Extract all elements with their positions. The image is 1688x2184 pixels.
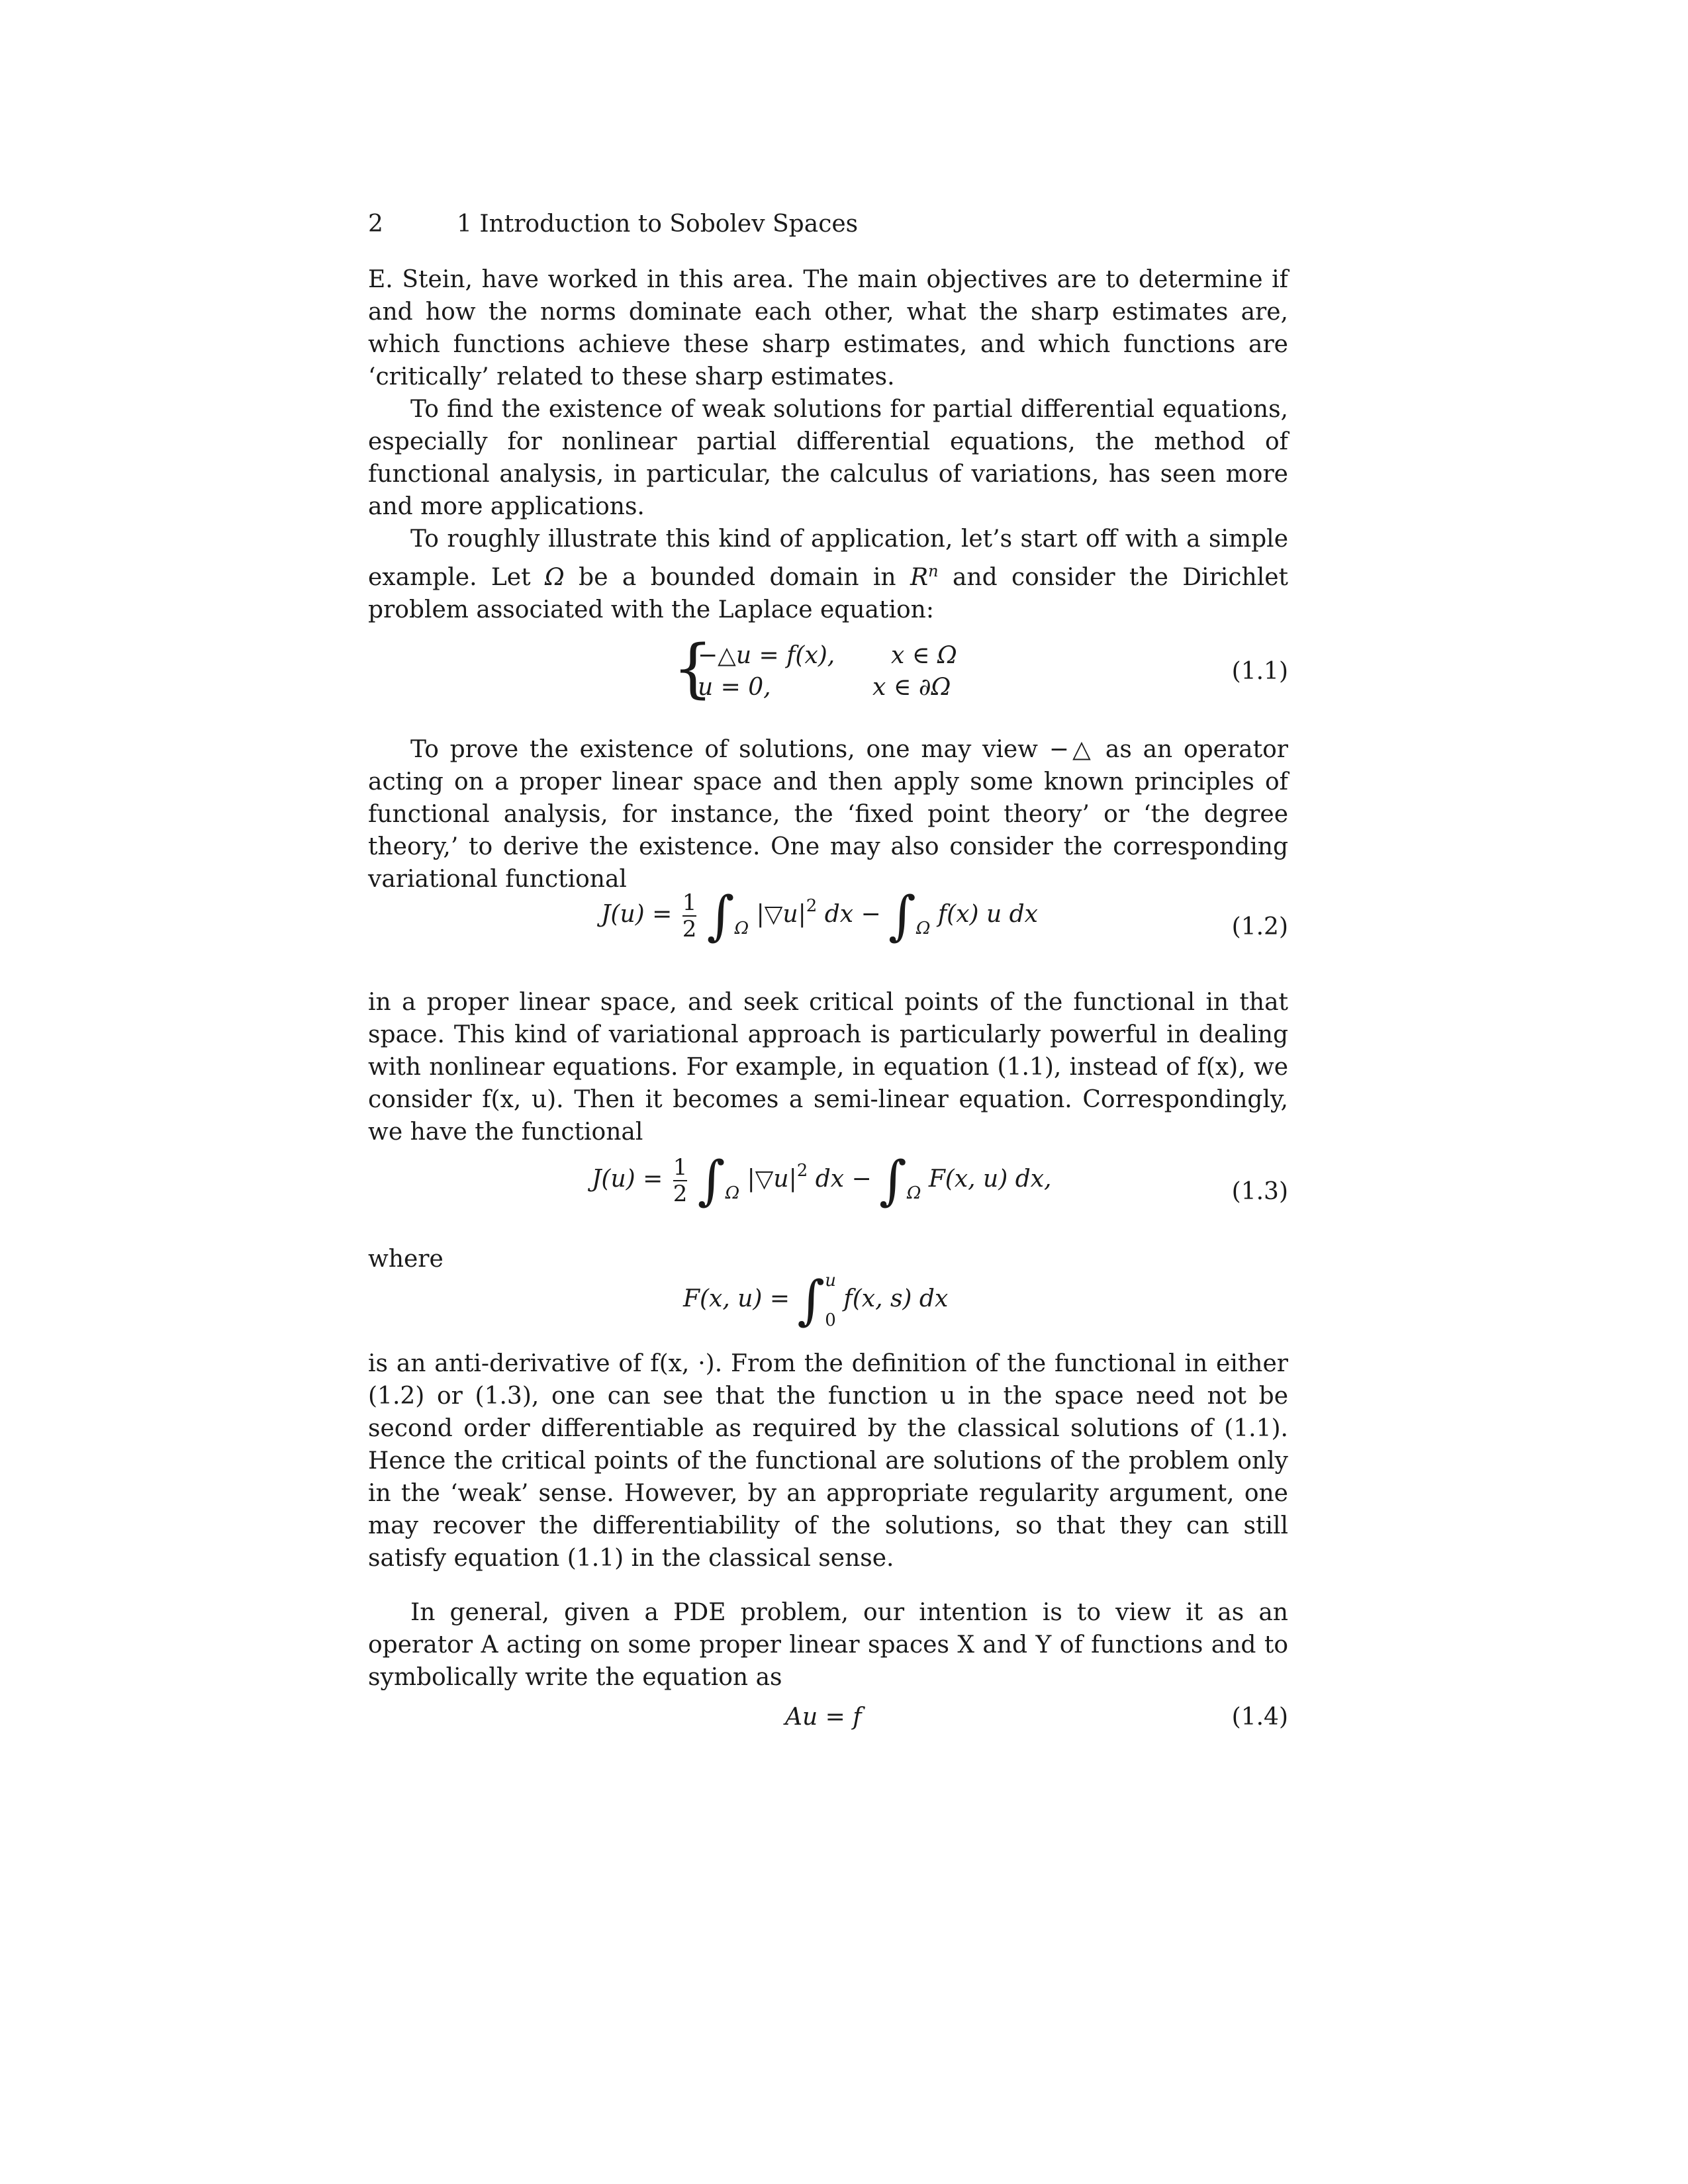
integral-domain: Ω bbox=[725, 1183, 740, 1203]
lower-limit: 0 bbox=[825, 1310, 836, 1330]
equation-brace: { bbox=[673, 631, 714, 705]
real-space-symbol: R bbox=[910, 564, 929, 591]
dx-minus: dx − bbox=[808, 1165, 872, 1193]
antiderivative-term: F(x, u) dx, bbox=[921, 1165, 1052, 1193]
equation-1-2-label: (1.2) bbox=[1231, 913, 1288, 940]
equation-1-3-lhs: J(u) = bbox=[592, 1165, 663, 1193]
paragraph-1: E. Stein, have worked in this area. The main objectives are to determine if and how the norms dominate each other, what the sharp estimates are, which functions achieve these sharp estimates, and which functions are ‘critically’ related to these sharp estimates. bbox=[368, 266, 1288, 390]
integral-domain: Ω bbox=[734, 919, 749, 938]
equation-1-3 bbox=[592, 1150, 1052, 1227]
paragraph-8: In general, given a PDE problem, our intention is to view it as an operator A acting on some proper linear spaces X and Y of functions and to symbolically write the equation as bbox=[368, 1599, 1288, 1691]
equation-1-4: Au = f bbox=[785, 1704, 862, 1731]
equation-1-1-line1-lhs: −△u = f(x), bbox=[698, 642, 835, 669]
integral-domain: Ω bbox=[906, 1183, 921, 1203]
equation-1-3-fraction bbox=[673, 1155, 688, 1206]
fraction-numerator: 1 bbox=[682, 889, 697, 916]
source-term: f(x) u dx bbox=[930, 901, 1038, 928]
equation-1-4-label: (1.4) bbox=[1231, 1704, 1288, 1731]
equation-1-1-line2-rhs: x ∈ ∂Ω bbox=[872, 674, 951, 701]
fraction-denominator: 2 bbox=[673, 1181, 688, 1207]
paragraph-3-text-a: To roughly illustrate this kind of application, let’s start off with a simple example. Let bbox=[368, 525, 1288, 591]
fraction-numerator: 1 bbox=[673, 1154, 688, 1181]
integral-sign: ∫ bbox=[697, 1150, 726, 1211]
integral-sign: ∫ bbox=[706, 885, 735, 946]
integrand: f(x, s) dx bbox=[835, 1285, 949, 1312]
equation-1-1-line2-lhs: u = 0, bbox=[698, 674, 771, 701]
square-exponent: 2 bbox=[806, 896, 818, 916]
gradient-term: |▽u| bbox=[756, 901, 806, 928]
page-number: 2 bbox=[368, 210, 383, 238]
paragraph-4: To prove the existence of solutions, one may view −△ as an operator acting on a proper linear space and then apply some known principles of functional analysis, for instance, the ‘fixed point theory’ or ‘the degree theory,’ to derive the existence. One may also consider the corresponding variational functional bbox=[368, 736, 1288, 893]
integral-sign: ∫ bbox=[797, 1269, 825, 1331]
integral-limits bbox=[825, 1271, 836, 1330]
equation-1-1-label: (1.1) bbox=[1231, 658, 1288, 685]
paragraph-2: To find the existence of weak solutions for partial differential equations, especially for nonlinear partial differential equations, the method of functional analysis, in particular, the calculus of variations, has seen more and more applications. bbox=[368, 396, 1288, 520]
square-exponent: 2 bbox=[796, 1161, 808, 1181]
equation-1-1-line1-rhs: x ∈ Ω bbox=[891, 642, 957, 669]
omega-symbol: Ω bbox=[544, 564, 565, 591]
paragraph-5: in a proper linear space, and seek critical points of the functional in that space. This kind of variational approach is particularly powerful in dealing with nonlinear equations. For example, in equation (1.1), instead of f(x), we consider f(x, u). Then it becomes a semi-linear equation. Correspondingly, we have the functional bbox=[368, 989, 1288, 1146]
paragraph-3-text-b: be a bounded domain in bbox=[564, 564, 910, 591]
upper-limit: u bbox=[825, 1271, 836, 1291]
paragraph-3 bbox=[368, 523, 1288, 626]
equation-1-2-lhs: J(u) = bbox=[601, 901, 673, 928]
paragraph-6: where bbox=[368, 1246, 444, 1273]
equation-1-2-fraction bbox=[682, 890, 697, 942]
paragraph-7: is an anti-derivative of f(x, ·). From the definition of the functional in either (1.2) or (1.3), one can see that the function u in the space need not be second order differentiable as required by the classical solutions of (1.1). Hence the critical points of the functional are solutions of the problem only in the ‘weak’ sense. However, by an appropriate regularity argument, one may recover the differentiability of the solutions, so that they can still satisfy equation (1.1) in the classical sense. bbox=[368, 1350, 1288, 1572]
equation-1-3-label: (1.3) bbox=[1231, 1178, 1288, 1205]
fraction-denominator: 2 bbox=[682, 916, 697, 942]
equation-1-2 bbox=[601, 885, 1038, 962]
paragraph-3-text-c: and consider the Dirichlet problem associated with the Laplace equation: bbox=[368, 564, 1288, 623]
gradient-term: |▽u| bbox=[747, 1165, 797, 1193]
integral-sign: ∫ bbox=[888, 885, 916, 946]
integral-domain: Ω bbox=[915, 919, 931, 938]
dimension-superscript: n bbox=[928, 562, 939, 580]
equation-antiderivative bbox=[683, 1271, 948, 1343]
integral-sign: ∫ bbox=[879, 1150, 907, 1211]
running-title: 1 Introduction to Sobolev Spaces bbox=[457, 210, 859, 238]
antiderivative-lhs: F(x, u) = bbox=[683, 1285, 790, 1312]
dx-minus: dx − bbox=[817, 901, 881, 928]
